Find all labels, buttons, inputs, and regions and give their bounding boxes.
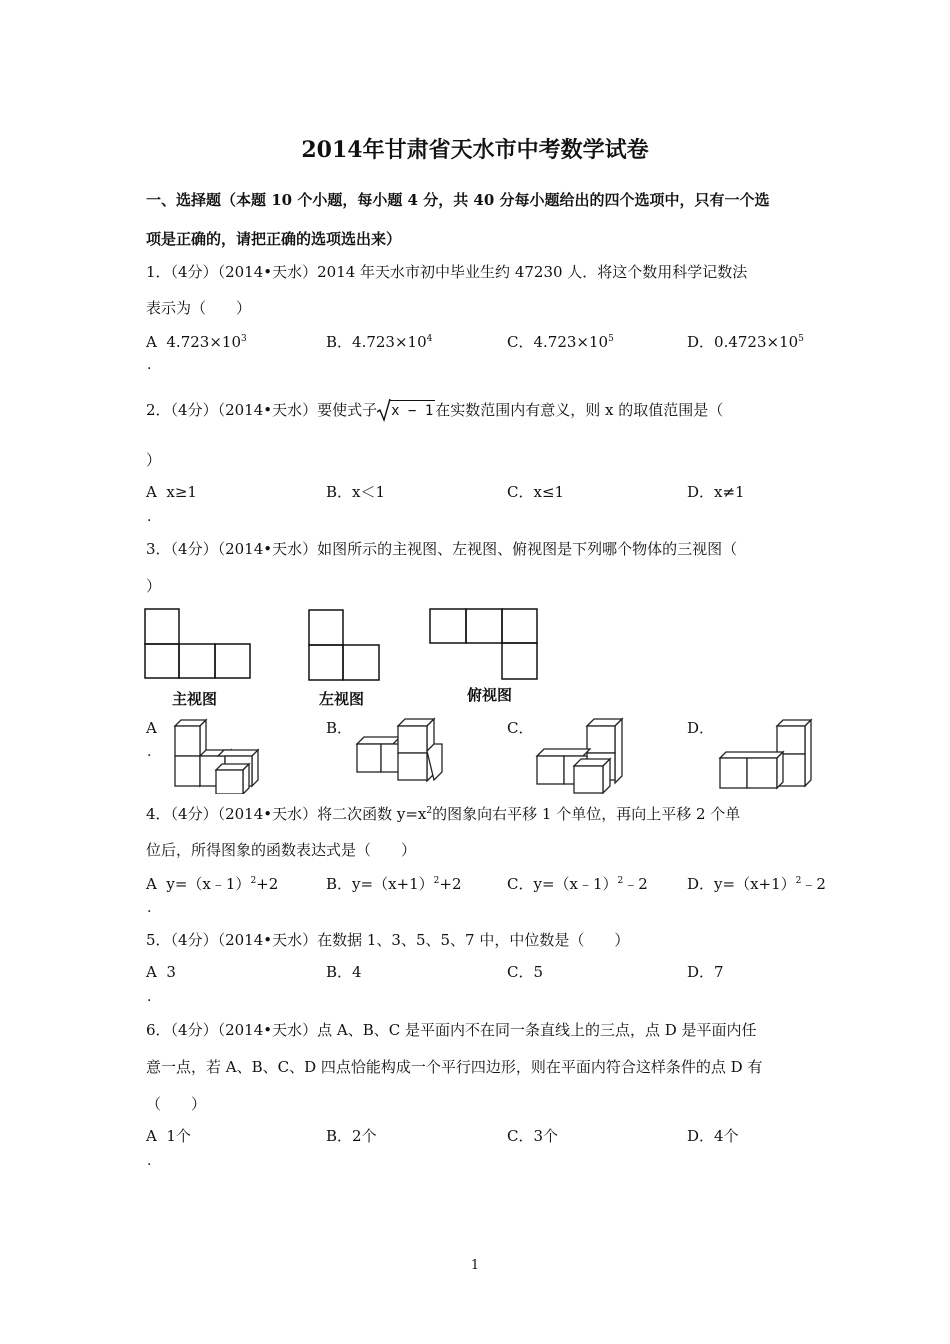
- left-view-cell: [309, 610, 343, 645]
- option-text-tail: ﹣2: [623, 875, 648, 893]
- option-label: A: [146, 963, 157, 981]
- q2-option-c[interactable]: [507, 482, 564, 502]
- q4-exponent: 2: [426, 806, 433, 816]
- option-d-cubes-figure: [715, 714, 815, 794]
- q3-option-d[interactable]: [687, 718, 714, 738]
- q6-stem-line3: （ ）: [146, 1095, 207, 1113]
- option-text: x≠1: [714, 483, 745, 501]
- option-text: x＜1: [352, 483, 386, 501]
- option-label: D．: [687, 963, 715, 981]
- sqrt-expression: [377, 400, 435, 421]
- q5-stem-line1: 5．（4分）（2014•天水）在数据 1、3、5、5、7 中，中位数是（ ）: [146, 931, 630, 949]
- option-text: y=（x+1）: [352, 875, 434, 893]
- option-text: 4个: [714, 1127, 739, 1145]
- option-exponent: 5: [798, 334, 804, 344]
- top-view-cell: [466, 609, 502, 643]
- q1-stem-line1: 1．（4分）（2014•天水）2014 年天水市初中毕业生约 47230 人．将这个数用科学记数法: [146, 263, 748, 281]
- q1-option-d[interactable]: [687, 332, 804, 352]
- radicand: x − 1: [389, 400, 435, 421]
- left-view-cell: [309, 645, 343, 680]
- q2-stem-post: 在实数范围内有意义，则 x 的取值范围是（: [435, 401, 724, 419]
- q3-stem-line2: ）: [146, 577, 162, 595]
- option-b-cubes-figure: [352, 714, 452, 794]
- option-label: D．: [687, 483, 715, 501]
- q2-option-b[interactable]: [326, 482, 385, 502]
- q4-option-d[interactable]: [687, 874, 826, 894]
- q4-stem-pre: 4．（4分）（2014•天水）将二次函数 y=x: [146, 805, 427, 823]
- q5-option-c[interactable]: [507, 962, 543, 982]
- option-dot: .: [147, 744, 152, 760]
- option-text: x≥1: [166, 483, 197, 501]
- option-text-tail: +2: [256, 875, 279, 893]
- top-view-cell: [430, 609, 466, 643]
- option-text: 2个: [352, 1127, 377, 1145]
- option-label: B．: [326, 1127, 353, 1145]
- option-text: x≤1: [533, 483, 565, 501]
- q2-stem-line2: ）: [146, 451, 162, 469]
- option-exponent: 2: [795, 876, 802, 886]
- top-view-label: 俯视图: [467, 686, 513, 704]
- q6-option-c[interactable]: [507, 1126, 558, 1146]
- option-label: B．: [326, 483, 353, 501]
- option-dot: .: [147, 509, 152, 525]
- option-exponent: 2: [433, 876, 440, 886]
- option-dot: .: [147, 1153, 152, 1169]
- front-view-label: 主视图: [172, 690, 218, 708]
- q2-stem-line1: [146, 400, 723, 421]
- option-text: 3: [166, 963, 176, 981]
- option-text: 4.723×10: [352, 333, 427, 351]
- option-label: B．: [326, 719, 353, 737]
- q6-stem-line1: 6．（4分）（2014•天水）点 A、B、C 是平面内不在同一条直线上的三点，点 D 是平面内任: [146, 1021, 757, 1039]
- q1-stem-line2: 表示为（ ）: [146, 299, 252, 317]
- option-label: D．: [687, 875, 715, 893]
- q6-option-b[interactable]: [326, 1126, 377, 1146]
- q2-stem-pre: 2．（4分）（2014•天水）要使式子: [146, 401, 378, 419]
- option-label: C．: [507, 963, 534, 981]
- option-label: D．: [687, 333, 715, 351]
- q1-option-a[interactable]: [146, 332, 247, 352]
- page-title: 2014年甘肃省天水市中考数学试卷: [301, 137, 649, 163]
- option-text: y=（x﹣1）: [533, 875, 618, 893]
- front-view-cell: [145, 609, 179, 644]
- option-label: C．: [507, 333, 534, 351]
- option-text: 5: [533, 963, 544, 981]
- q4-stem-post: 的图象向右平移 1 个单位，再向上平移 2 个单: [432, 805, 741, 823]
- q3-option-b[interactable]: [326, 718, 352, 738]
- option-label: C．: [507, 875, 534, 893]
- option-text: 3个: [533, 1127, 559, 1145]
- front-view-cell: [215, 644, 250, 678]
- left-view-label: 左视图: [319, 690, 365, 708]
- option-text: 4.723×10: [533, 333, 609, 351]
- option-text: 7: [714, 963, 724, 981]
- option-label: C．: [507, 483, 534, 501]
- section-heading-line1: 一、选择题（本题 10 个小题，每小题 4 分，共 40 分每小题给出的四个选项中，只有一个选: [146, 191, 770, 209]
- q5-option-b[interactable]: [326, 962, 362, 982]
- q5-option-a[interactable]: [146, 962, 176, 982]
- option-exponent: 2: [250, 876, 257, 886]
- section-heading-line2: 项是正确的，请把正确的选项选出来）: [146, 230, 402, 248]
- option-label: A: [146, 483, 157, 501]
- option-label: C．: [507, 719, 534, 737]
- option-exponent: 5: [608, 334, 614, 344]
- q4-option-a[interactable]: [146, 874, 278, 894]
- option-a-cubes-figure: [170, 714, 270, 794]
- option-label: A: [146, 333, 157, 351]
- option-label: D．: [687, 1127, 715, 1145]
- option-text: 4.723×10: [166, 333, 241, 351]
- q4-option-c[interactable]: [507, 874, 648, 894]
- q4-stem-line2: 位后，所得图象的函数表达式是（ ）: [146, 841, 417, 859]
- q6-stem-line2: 意一点，若 A、B、C、D 四点恰能构成一个平行四边形，则在平面内符合这样条件的点 D 有: [146, 1058, 763, 1076]
- option-label: B．: [326, 875, 353, 893]
- radical-sign-icon: [377, 398, 391, 422]
- option-dot: .: [147, 989, 152, 1005]
- q4-option-b[interactable]: [326, 874, 462, 894]
- option-label: B．: [326, 963, 353, 981]
- left-view-cell: [343, 645, 379, 680]
- option-label: C．: [507, 1127, 534, 1145]
- option-text: y=（x﹣1）: [166, 875, 251, 893]
- option-exponent: 4: [426, 334, 433, 344]
- option-label: D．: [687, 719, 715, 737]
- front-view-cell: [179, 644, 215, 678]
- q3-option-a[interactable]: [146, 718, 157, 738]
- q3-option-c[interactable]: [507, 718, 533, 738]
- option-text: 4: [352, 963, 362, 981]
- three-views-diagram: [140, 604, 560, 684]
- top-view-cell: [502, 609, 537, 643]
- option-text-tail: +2: [439, 875, 462, 893]
- option-label: B．: [326, 333, 353, 351]
- option-label: A: [146, 719, 157, 737]
- q5-option-d[interactable]: [687, 962, 724, 982]
- option-label: A: [146, 875, 157, 893]
- q1-option-b[interactable]: [326, 332, 432, 352]
- q6-option-d[interactable]: [687, 1126, 739, 1146]
- option-exponent: 3: [241, 334, 247, 344]
- option-exponent: 2: [617, 876, 624, 886]
- top-view-cell: [502, 643, 537, 679]
- option-text: y=（x+1）: [714, 875, 796, 893]
- q3-stem-line1: 3．（4分）（2014•天水）如图所示的主视图、左视图、俯视图是下列哪个物体的三视图（: [146, 540, 738, 558]
- option-text-tail: ﹣2: [801, 875, 826, 893]
- q4-stem-line1: [146, 804, 740, 824]
- page-number: 1: [470, 1258, 480, 1273]
- option-text: 0.4723×10: [714, 333, 799, 351]
- front-view-cell: [145, 644, 179, 678]
- option-label: A: [146, 1127, 157, 1145]
- option-c-cubes-figure: [532, 714, 632, 794]
- q1-option-c[interactable]: [507, 332, 614, 352]
- option-dot: .: [147, 357, 152, 373]
- option-dot: .: [147, 900, 152, 916]
- q6-option-a[interactable]: [146, 1126, 191, 1146]
- q2-option-d[interactable]: [687, 482, 745, 502]
- q2-option-a[interactable]: [146, 482, 197, 502]
- option-text: 1个: [166, 1127, 191, 1145]
